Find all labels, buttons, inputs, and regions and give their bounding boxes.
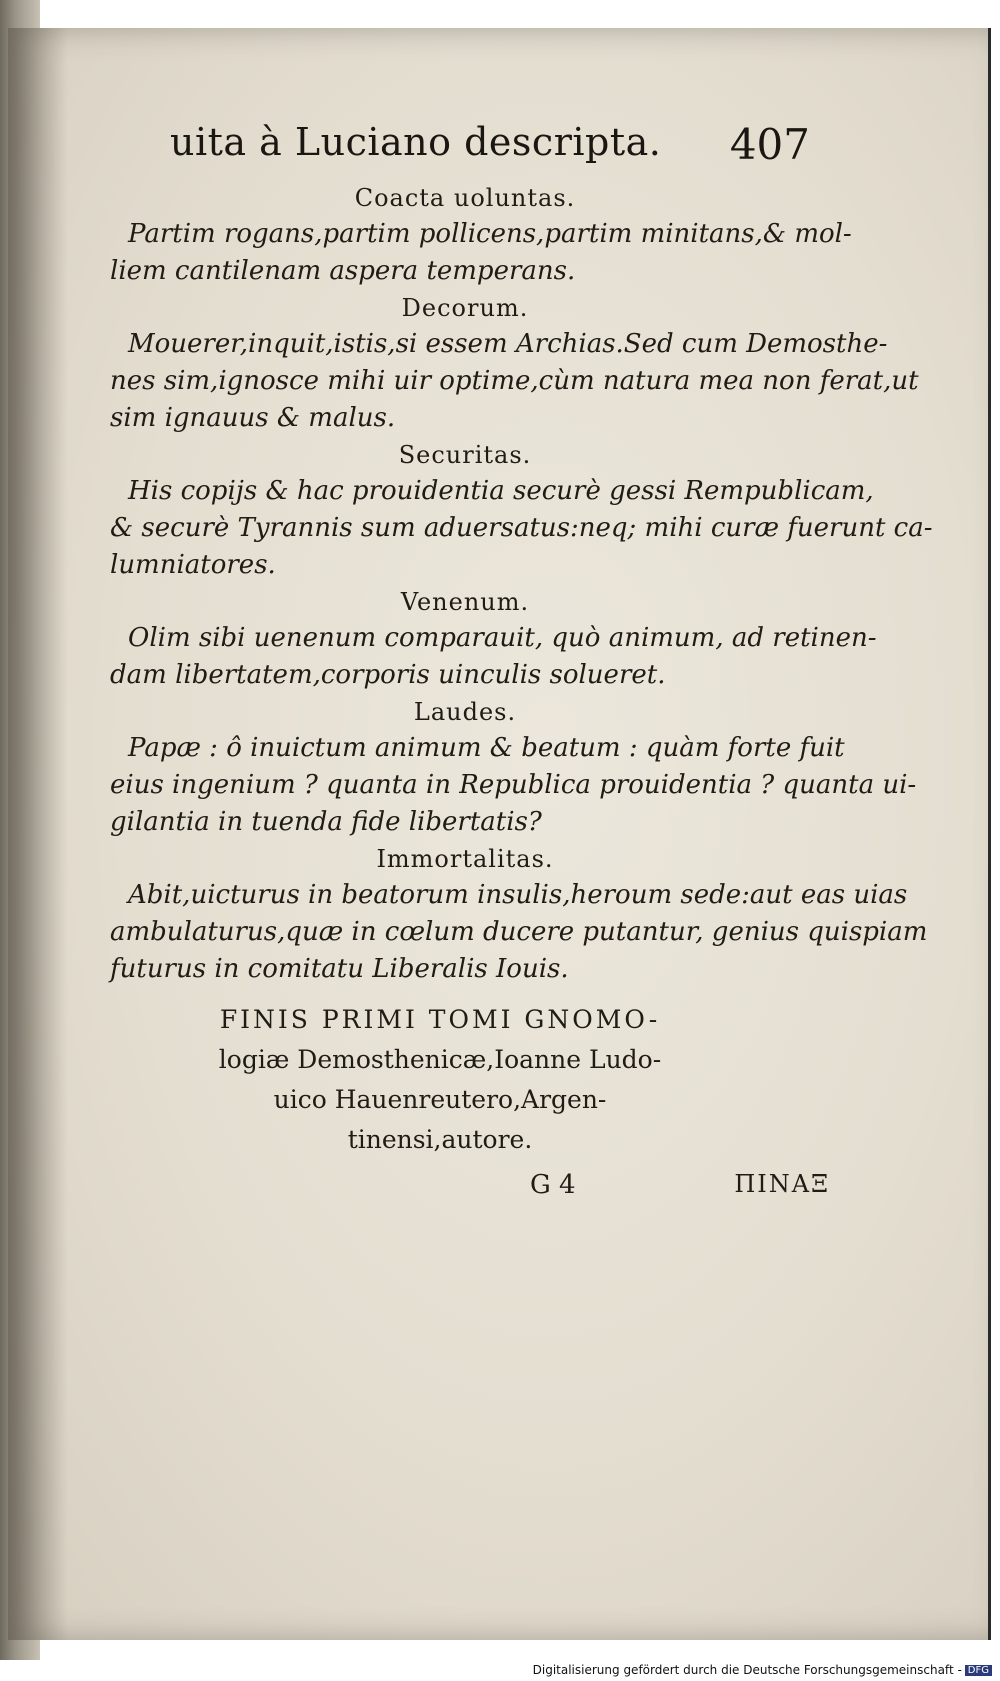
section-heading: Securitas. — [398, 441, 532, 469]
text-line: futurus in comitatu Liberalis Iouis. — [110, 954, 569, 984]
section-heading: Coacta uoluntas. — [354, 184, 576, 212]
text-line: lumniatores. — [110, 550, 276, 580]
colophon-line: uico Hauenreutero,Argen- — [273, 1085, 607, 1114]
section-heading: Decorum. — [401, 294, 529, 322]
section-paragraph — [110, 620, 877, 694]
text-line: His copijs & hac prouidentia securè gessi Rempublicam, — [128, 476, 874, 506]
text-line: ambulaturus,quæ in cœlum ducere putantur, genius quispiam — [110, 917, 928, 947]
section-heading: Laudes. — [413, 698, 517, 726]
text-line: sim ignauus & malus. — [110, 403, 396, 433]
signature-mark: G 4 — [530, 1170, 576, 1200]
text-line: liem cantilenam aspera temperans. — [110, 256, 576, 286]
text-line: gilantia in tuenda fide libertatis? — [110, 807, 542, 837]
colophon-line: FINIS PRIMI TOMI GNOMO- — [219, 1005, 661, 1034]
text-line: Mouerer,inquit,istis,si essem Archias.Sed cum Demosthe- — [128, 329, 888, 359]
section-heading: Venenum. — [400, 588, 530, 616]
catchword: ΠΙΝΑΞ — [734, 1170, 830, 1198]
section-paragraph — [110, 326, 919, 437]
text-line: & securè Tyrannis sum aduersatus:neq; mihi curæ fuerunt ca- — [110, 513, 933, 543]
text-line: Partim rogans,partim pollicens,partim minitans,& mol- — [128, 219, 852, 249]
page-header — [170, 120, 810, 180]
main-text — [110, 180, 933, 988]
text-line: Abit,uicturus in beatorum insulis,heroum sede:aut eas uias — [128, 880, 908, 910]
section-paragraph — [110, 730, 917, 841]
running-title: uita à Luciano descripta. — [170, 120, 662, 164]
page-footer — [530, 1170, 830, 1210]
section-paragraph — [110, 473, 933, 584]
text-line: nes sim,ignosce mihi uir optime,cùm natura mea non ferat,ut — [110, 366, 919, 396]
page-number: 407 — [729, 120, 810, 169]
colophon-line: tinensi,autore. — [347, 1125, 533, 1154]
text-line: eius ingenium ? quanta in Republica prouidentia ? quanta ui- — [110, 770, 917, 800]
colophon — [150, 1000, 730, 1160]
section-paragraph — [110, 216, 852, 290]
credit-text: Digitalisierung gefördert durch die Deutsche Forschungsgemeinschaft - — [532, 1663, 962, 1677]
section-paragraph — [110, 877, 928, 988]
text-line: Papæ : ô inuictum animum & beatum : quàm forte fuit — [128, 733, 845, 763]
section-heading: Immortalitas. — [376, 845, 554, 873]
text-line: dam libertatem,corporis uinculis solueret. — [110, 660, 666, 690]
colophon-line: logiæ Demosthenicæ,Ioanne Ludo- — [218, 1045, 662, 1074]
text-line: Olim sibi uenenum comparauit, quò animum, ad retinen- — [128, 623, 877, 653]
dfg-logo-icon: DFG — [965, 1665, 992, 1676]
spine-shadow — [8, 28, 68, 1640]
digitization-credit — [533, 1663, 992, 1677]
